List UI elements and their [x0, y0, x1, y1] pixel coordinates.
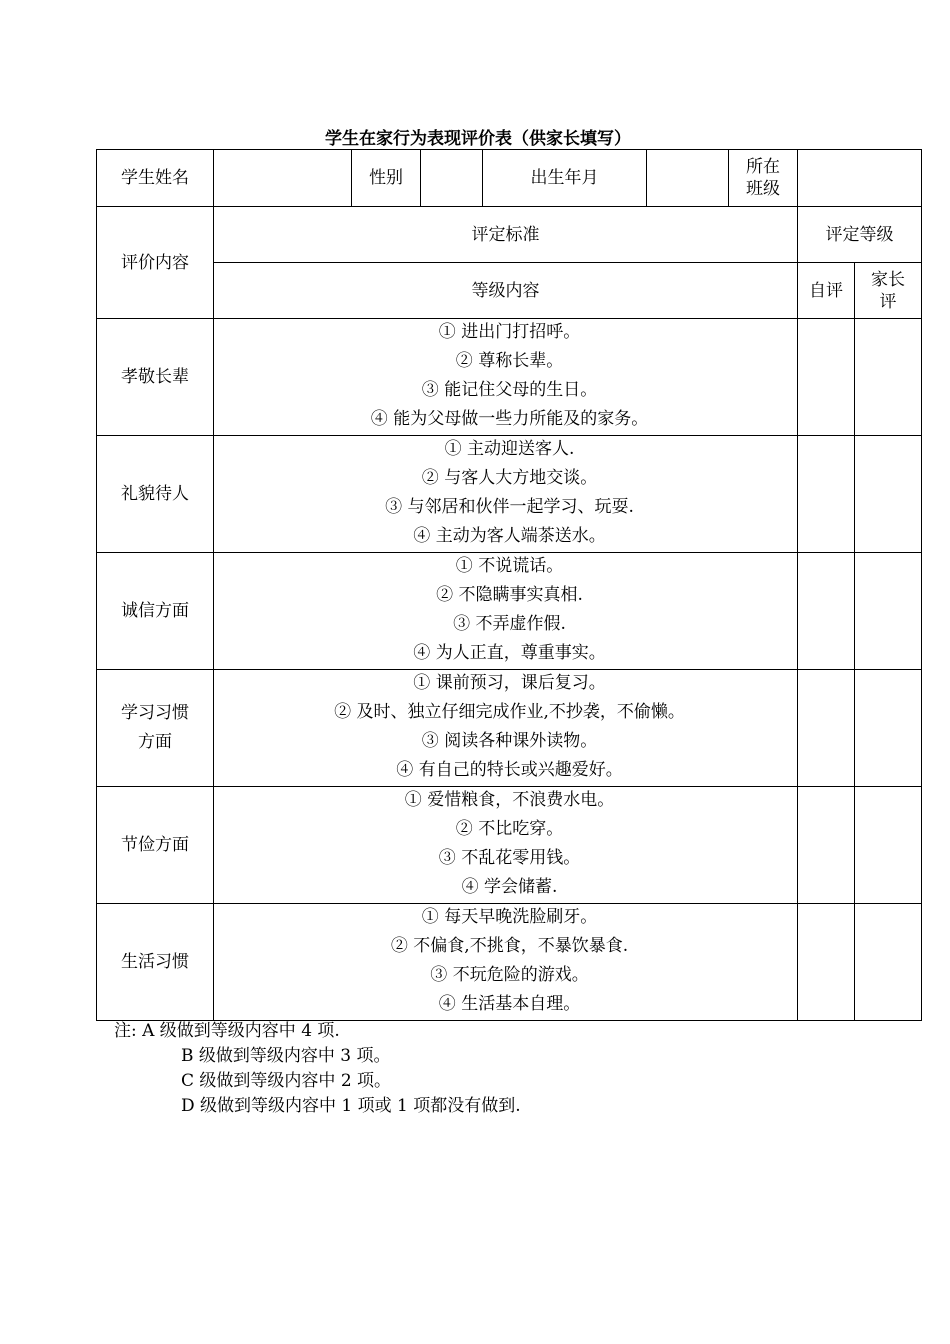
list-item: ① 爱惜粮食，不浪费水电。	[404, 790, 615, 810]
table-row	[97, 319, 922, 436]
list-item: ④ 有自己的特长或兴趣爱好。	[396, 760, 623, 780]
parent-eval-cell[interactable]	[855, 436, 922, 553]
table-row	[97, 904, 922, 1021]
name-label: 学生姓名	[97, 150, 214, 207]
list-item: ③ 与邻居和伙伴一起学习、玩耍.	[385, 497, 634, 517]
self-eval-cell[interactable]	[798, 904, 855, 1021]
gender-label: 性别	[352, 150, 421, 207]
parent-eval-cell[interactable]	[855, 787, 922, 904]
category-items	[214, 553, 798, 670]
category-items	[214, 436, 798, 553]
self-eval-cell[interactable]	[798, 670, 855, 787]
class-label-line1: 所在	[746, 157, 780, 177]
category-name: 诚信方面	[97, 553, 214, 670]
category-name	[97, 670, 214, 787]
category-name-line1: 学习习惯	[121, 703, 189, 723]
list-item: ② 与客人大方地交谈。	[421, 468, 598, 488]
list-item: ④ 能为父母做一些力所能及的家务。	[370, 409, 649, 429]
list-item: ③ 不玩危险的游戏。	[430, 965, 589, 985]
self-eval-cell[interactable]	[798, 436, 855, 553]
parent-eval-cell[interactable]	[855, 670, 922, 787]
parent-eval-line1: 家长	[871, 269, 905, 290]
list-item: ② 尊称长辈。	[455, 351, 564, 371]
table-row	[97, 670, 922, 787]
table-row	[97, 553, 922, 670]
level-content-header: 等级内容	[214, 263, 798, 319]
parent-eval-line2: 评	[879, 291, 897, 312]
parent-eval-cell[interactable]	[855, 553, 922, 670]
note-line: B 级做到等级内容中 3 项。	[181, 1046, 391, 1066]
list-item: ③ 能记住父母的生日。	[421, 380, 598, 400]
column-header-row-1	[97, 207, 922, 263]
list-item: ① 不说谎话。	[455, 556, 564, 576]
category-name: 礼貌待人	[97, 436, 214, 553]
content-header: 评价内容	[97, 207, 214, 319]
grading-notes	[114, 1019, 521, 1119]
category-items	[214, 904, 798, 1021]
list-item: ② 不偏食,不挑食，不暴饮暴食.	[390, 936, 629, 956]
list-item: ④ 学会储蓄.	[461, 877, 558, 897]
category-items	[214, 670, 798, 787]
gender-field[interactable]	[421, 150, 483, 207]
self-eval-cell[interactable]	[798, 787, 855, 904]
list-item: ① 主动迎送客人.	[444, 439, 575, 459]
list-item: ② 不比吃穿。	[455, 819, 564, 839]
column-header-row-2	[97, 263, 922, 319]
list-item: ① 每天早晚洗脸刷牙。	[421, 907, 598, 927]
parent-eval-header	[855, 263, 922, 319]
category-name-line2: 方面	[138, 732, 172, 752]
birth-label: 出生年月	[483, 150, 647, 207]
note-line: D 级做到等级内容中 1 项或 1 项都没有做到.	[181, 1096, 521, 1116]
list-item: ③ 阅读各种课外读物。	[421, 731, 598, 751]
criteria-header: 评定标准	[214, 207, 798, 263]
class-label	[729, 150, 798, 207]
table-row	[97, 787, 922, 904]
note-line: C 级做到等级内容中 2 项。	[181, 1071, 392, 1091]
list-item: ④ 为人正直，尊重事实。	[413, 643, 606, 663]
parent-eval-cell[interactable]	[855, 319, 922, 436]
list-item: ② 不隐瞒事实真相.	[436, 585, 583, 605]
student-info-row	[97, 150, 922, 207]
note-line: 注: A 级做到等级内容中 4 项.	[114, 1021, 340, 1041]
category-name: 生活习惯	[97, 904, 214, 1021]
evaluation-table	[96, 149, 922, 1021]
birth-field[interactable]	[647, 150, 729, 207]
list-item: ① 课前预习，课后复习。	[413, 673, 606, 693]
list-item: ④ 主动为客人端茶送水。	[413, 526, 606, 546]
list-item: ② 及时、独立仔细完成作业,不抄袭，不偷懒。	[334, 702, 685, 722]
list-item: ④ 生活基本自理。	[438, 994, 581, 1014]
form-title: 学生在家行为表现评价表（供家长填写）	[325, 129, 631, 149]
category-items	[214, 319, 798, 436]
category-items	[214, 787, 798, 904]
class-field[interactable]	[798, 150, 922, 207]
self-eval-cell[interactable]	[798, 553, 855, 670]
list-item: ③ 不乱花零用钱。	[438, 848, 581, 868]
self-eval-header: 自评	[798, 263, 855, 319]
name-field[interactable]	[214, 150, 352, 207]
list-item: ① 进出门打招呼。	[438, 322, 581, 342]
parent-eval-cell[interactable]	[855, 904, 922, 1021]
category-name: 节俭方面	[97, 787, 214, 904]
self-eval-cell[interactable]	[798, 319, 855, 436]
grade-header: 评定等级	[798, 207, 922, 263]
table-row	[97, 436, 922, 553]
class-label-line2: 班级	[746, 179, 780, 199]
list-item: ③ 不弄虚作假.	[453, 614, 566, 634]
category-name: 孝敬长辈	[97, 319, 214, 436]
